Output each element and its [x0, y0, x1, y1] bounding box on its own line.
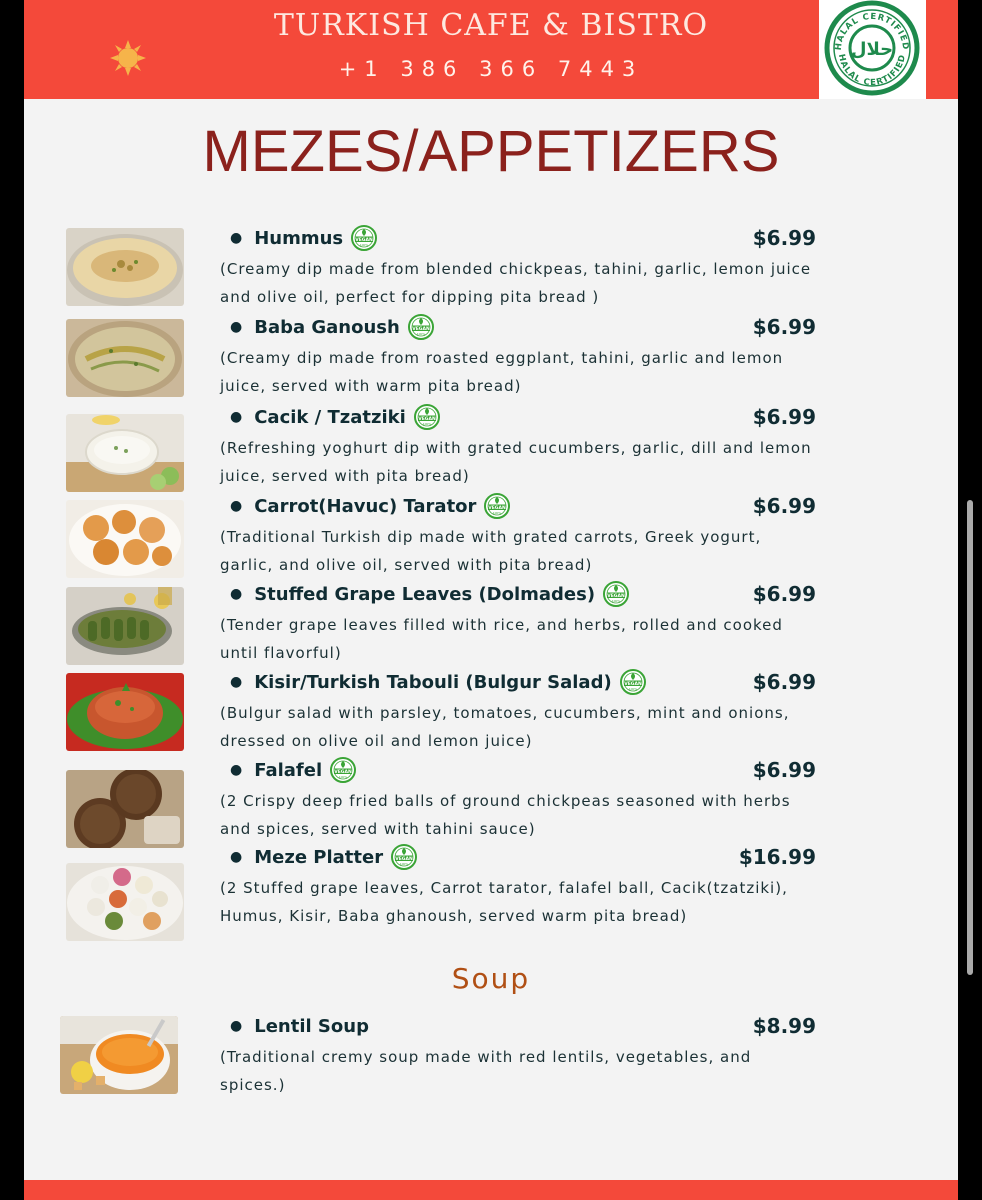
svg-text:VEGAN: VEGAN	[334, 769, 352, 775]
cafe-name: TURKISH CAFE & BISTRO	[273, 8, 709, 43]
item-name-row	[230, 582, 629, 606]
halal-bottom-text: HALAL CERTIFIED	[835, 53, 909, 89]
food-photo	[60, 1016, 178, 1094]
item-name: Cacik / Tzatziki	[254, 406, 406, 428]
item-price: $6.99	[752, 226, 816, 250]
halal-arabic-text: حلال	[850, 39, 894, 60]
item-name: Kisir/Turkish Tabouli (Bulgur Salad)	[254, 671, 612, 693]
food-photo	[66, 500, 184, 578]
item-name-row	[230, 1014, 369, 1038]
svg-text:100%: 100%	[422, 422, 432, 426]
menu-item	[24, 670, 958, 760]
food-photo	[66, 414, 184, 492]
item-name: Carrot(Havuc) Tarator	[254, 495, 477, 517]
item-description: (Creamy dip made from roasted eggplant, tahini, garlic and lemon juice, served with warm pita bread)	[220, 349, 784, 395]
phone-number: +1 386 366 7443	[338, 57, 644, 81]
menu-item	[24, 494, 958, 584]
bullet-icon: ●	[230, 762, 243, 778]
svg-text:VEGAN: VEGAN	[395, 856, 413, 862]
svg-text:100%: 100%	[611, 599, 621, 603]
menu-page	[24, 0, 958, 1200]
halal-certified-badge	[819, 0, 926, 99]
menu-item	[24, 582, 958, 672]
footer-banner	[24, 1180, 958, 1200]
item-description: (Tender grape leaves filled with rice, and herbs, rolled and cooked until flavorful)	[220, 616, 783, 662]
item-name-row	[230, 758, 356, 782]
item-name: Meze Platter	[254, 846, 384, 868]
svg-text:100%: 100%	[416, 332, 426, 336]
menu-item	[24, 758, 958, 848]
bullet-icon: ●	[230, 674, 243, 690]
item-price: $6.99	[752, 315, 816, 339]
item-name: Lentil Soup	[254, 1015, 369, 1037]
bullet-icon: ●	[230, 1018, 243, 1034]
svg-text:VEGAN: VEGAN	[412, 326, 430, 332]
scrollbar[interactable]	[967, 500, 973, 975]
vegan-badge-icon	[391, 844, 417, 870]
item-description: (Refreshing yoghurt dip with grated cucumbers, garlic, dill and lemon juice, served with pita bread)	[220, 439, 812, 485]
food-photo	[66, 319, 184, 397]
item-price: $6.99	[752, 582, 816, 606]
svg-text:100%: 100%	[493, 511, 502, 515]
item-description: (2 Stuffed grape leaves, Carrot tarator, falafel ball, Cacik(tzatziki), Humus, Kisir, Baba ghanoush, served warm pita bread)	[220, 879, 788, 925]
vegan-badge-icon	[484, 493, 510, 519]
food-photo	[66, 863, 184, 941]
vegan-badge-icon	[408, 314, 434, 340]
svg-text:VEGAN: VEGAN	[623, 681, 642, 687]
item-price: $6.99	[752, 405, 816, 429]
food-photo	[66, 770, 184, 848]
item-name: Falafel	[254, 759, 323, 781]
item-name-row	[230, 494, 510, 518]
vegan-badge-icon	[330, 757, 356, 783]
item-price: $6.99	[752, 670, 816, 694]
vegan-badge-icon	[620, 669, 646, 695]
menu-item	[24, 845, 958, 935]
item-description: (Creamy dip made from blended chickpeas, tahini, garlic, lemon juice and olive oil, perfect for dipping pita bread )	[220, 260, 812, 306]
item-price: $6.99	[752, 758, 816, 782]
menu-item	[24, 1014, 958, 1104]
section-title-mezes: MEZES/APPETIZERS	[202, 119, 780, 184]
item-name-row	[230, 670, 646, 694]
halal-top-text: HALAL CERTIFIED	[833, 11, 911, 51]
bullet-icon: ●	[230, 586, 243, 602]
item-name-row	[230, 405, 440, 429]
item-price: $6.99	[752, 494, 816, 518]
menu-item	[24, 315, 958, 405]
svg-text:100%: 100%	[399, 862, 409, 866]
svg-text:100%: 100%	[359, 243, 369, 247]
item-name-row	[230, 226, 377, 250]
item-price: $8.99	[752, 1014, 816, 1038]
item-description: (2 Crispy deep fried balls of ground chickpeas seasoned with herbs and spices, served with tahini sauce)	[220, 792, 791, 838]
bullet-icon: ●	[230, 498, 243, 514]
svg-text:VEGAN: VEGAN	[488, 505, 507, 511]
header-banner	[24, 0, 958, 99]
vegan-badge-icon	[603, 581, 629, 607]
svg-text:VEGAN: VEGAN	[418, 416, 436, 422]
food-photo	[66, 587, 184, 665]
item-name: Hummus	[254, 227, 344, 249]
svg-text:100%: 100%	[628, 687, 637, 691]
svg-text:VEGAN: VEGAN	[355, 237, 373, 243]
bullet-icon: ●	[230, 849, 243, 865]
item-name-row	[230, 845, 417, 869]
item-description: (Traditional Turkish dip made with grated carrots, Greek yogurt, garlic, and olive oil, served with pita bread)	[220, 528, 762, 574]
vegan-badge-icon	[351, 225, 377, 251]
svg-text:VEGAN: VEGAN	[607, 593, 625, 599]
item-price: $16.99	[738, 845, 816, 869]
menu-item	[24, 226, 958, 316]
bullet-icon: ●	[230, 409, 243, 425]
bullet-icon: ●	[230, 319, 243, 335]
item-description: (Bulgur salad with parsley, tomatoes, cucumbers, mint and onions, dressed on olive oil and lemon juice)	[220, 704, 790, 750]
svg-text:100%: 100%	[338, 775, 348, 779]
item-name: Stuffed Grape Leaves (Dolmades)	[254, 583, 596, 605]
food-photo	[66, 673, 184, 751]
section-title-soup: Soup	[451, 962, 531, 995]
menu-item	[24, 405, 958, 495]
food-photo	[66, 228, 184, 306]
item-description: (Traditional cremy soup made with red lentils, vegetables, and spices.)	[220, 1048, 752, 1094]
bullet-icon: ●	[230, 230, 243, 246]
vegan-badge-icon	[414, 404, 440, 430]
item-name-row	[230, 315, 434, 339]
item-name: Baba Ganoush	[254, 316, 400, 338]
